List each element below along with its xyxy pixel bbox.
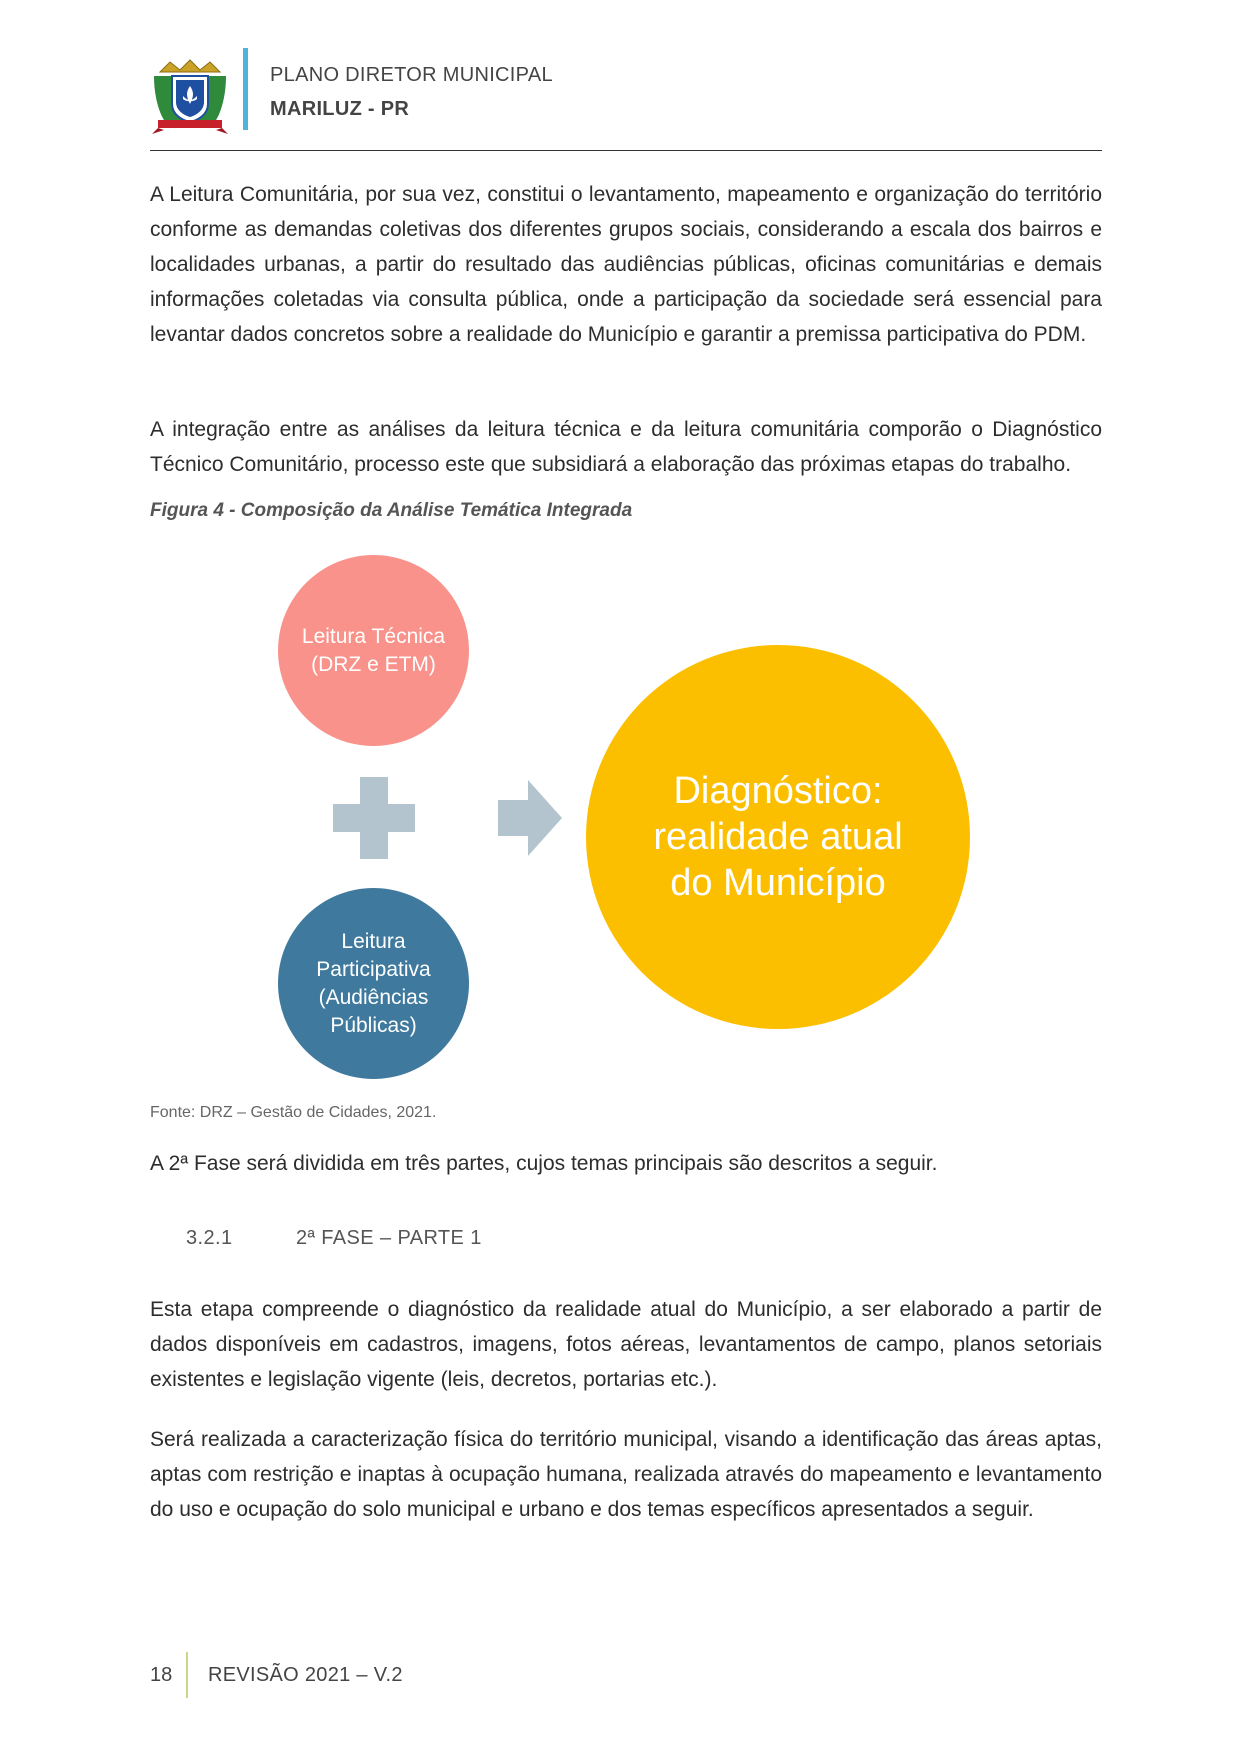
paragraph-caracterizacao: Será realizada a caracterização física do território municipal, visando a identificação das áreas aptas, aptas com restrição e inaptas à ocupação humana, realizada através do mapeamento e levantamento do uso e ocupação do solo municipal e urbano e dos temas específicos apresentados a seguir. — [150, 1428, 1102, 1521]
subsection-title: 2ª FASE – PARTE 1 — [296, 1227, 482, 1249]
paragraph-integracao: A integração entre as análises da leitura técnica e da leitura comunitária comporão o Diagnóstico Técnico Comunitário, processo este que subsidiará a elaboração das próximas etapas do trabalho. — [150, 418, 1102, 476]
diagnostico-label: Diagnóstico: realidade atual do Município — [653, 770, 903, 904]
leitura-tecnica-circle — [278, 555, 469, 746]
paragraph-etapa: Esta etapa compreende o diagnóstico da realidade atual do Município, a ser elaborado a partir de dados disponíveis em cadastros, imagens, fotos aéreas, levantamentos de campo, planos setoriais existentes e legislação vigente (leis, decretos, portarias etc.). — [150, 1298, 1102, 1391]
figure-source: Fonte: DRZ – Gestão de Cidades, 2021. — [150, 1104, 437, 1121]
page-footer — [150, 1652, 550, 1698]
municipality-name: MARILUZ - PR — [270, 98, 410, 120]
page-header — [150, 48, 1102, 152]
subsection-number: 3.2.1 — [186, 1227, 233, 1249]
paragraph-leitura-comunitaria: A Leitura Comunitária, por sua vez, constitui o levantamento, mapeamento e organização do território conforme as demandas coletivas dos diferentes grupos sociais, considerando a escala dos bairros e localidades urbanas, a partir do resultado das audiências públicas, oficinas comunitárias e demais informações coletadas via consulta pública, onde a participação da sociedade será essencial para levantar dados concretos sobre a realidade do Município e garantir a premissa participativa do PDM. — [150, 183, 1102, 346]
revision-label: REVISÃO 2021 – V.2 — [208, 1664, 403, 1686]
header-accent-bar — [243, 48, 248, 130]
document-title: PLANO DIRETOR MUNICIPAL — [270, 64, 553, 86]
leitura-participativa-circle — [278, 888, 469, 1079]
paragraph-fases: A 2ª Fase será dividida em três partes, cujos temas principais são descritos a seguir. — [150, 1152, 938, 1175]
arrow-right-icon — [498, 780, 562, 856]
subsection-heading — [186, 1227, 482, 1250]
diagnostico-circle — [586, 645, 970, 1029]
footer-divider — [186, 1652, 188, 1698]
leitura-participativa-label: Leitura Participativa (Audiências Públicas) — [316, 929, 431, 1037]
municipal-crest-icon — [150, 58, 230, 134]
figure-caption: Figura 4 - Composição da Análise Temática Integrada — [150, 500, 633, 521]
plus-icon — [333, 777, 415, 859]
integrated-analysis-diagram — [150, 555, 1102, 1075]
header-divider — [150, 150, 1102, 151]
page-number: 18 — [150, 1664, 173, 1686]
leitura-tecnica-label: Leitura Técnica (DRZ e ETM) — [301, 624, 446, 676]
